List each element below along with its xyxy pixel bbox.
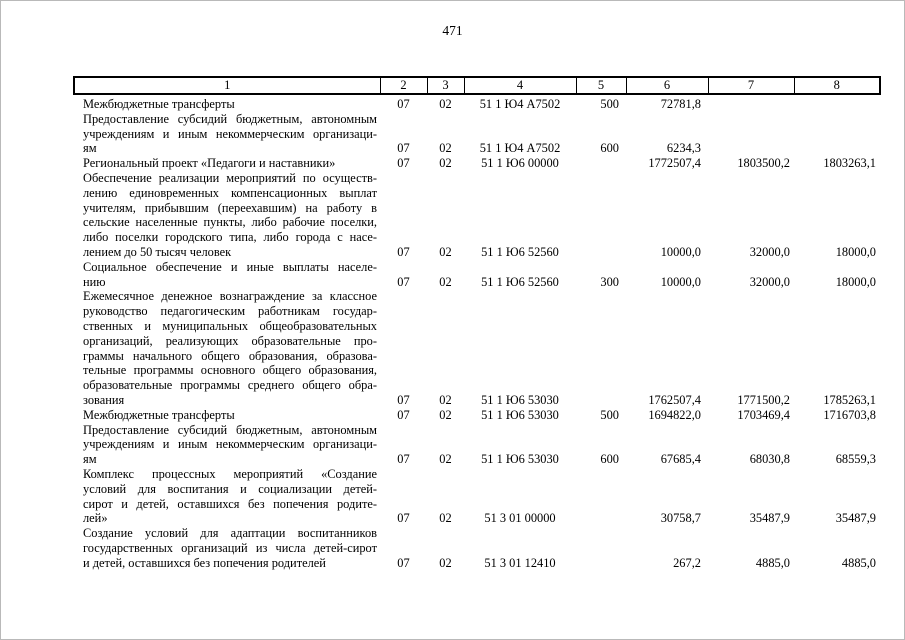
column-header: 7 [708, 77, 794, 94]
row-label-line: Межбюджетные трансферты [83, 407, 235, 422]
row-label-line: Создание условий для адаптации воспитанников [83, 526, 377, 541]
row-label-line: Региональный проект «Педагоги и наставники» [83, 156, 336, 171]
cell-amount-3: 1785263,1 [823, 392, 876, 407]
table-row [74, 94, 880, 112]
row-label-line: сирот и детей, оставшихся без попечения родите- [83, 496, 377, 511]
cell-section: 07 [397, 452, 410, 467]
row-label-line: Комплекс процессных мероприятий «Создание [83, 466, 377, 481]
cell-amount-3: 18000,0 [835, 274, 876, 289]
cell-amount-2: 35487,9 [749, 511, 790, 526]
cell-amount-2: 4885,0 [755, 555, 790, 570]
cell-target-article: 51 1 Ю6 00000 [481, 156, 559, 171]
cell-section: 07 [397, 141, 410, 156]
cell-amount-2: 1771500,2 [737, 392, 790, 407]
cell-subsection: 02 [439, 244, 452, 259]
cell-subsection: 02 [439, 392, 452, 407]
cell-target-article: 51 3 01 12410 [484, 555, 556, 570]
cell-amount-3 [794, 94, 880, 112]
cell-amount-1: 6234,3 [666, 141, 701, 156]
cell-expense-type [576, 467, 626, 526]
row-label-line: Социальное обеспечение и иные выплаты населе- [83, 259, 377, 274]
row-label-line: учителям, прибывшим (переехавшим) на работу в [83, 200, 377, 215]
cell-section: 07 [397, 407, 410, 422]
table-row [74, 171, 880, 260]
cell-amount-1: 1772507,4 [648, 156, 701, 171]
row-label-line: ям [83, 141, 97, 156]
cell-amount-3: 1803263,1 [823, 156, 876, 171]
table-row [74, 408, 880, 423]
cell-section: 07 [397, 156, 410, 171]
cell-amount-2: 1803500,2 [737, 156, 790, 171]
row-label-line: ственных и муниципальных общеобразовательных [83, 318, 377, 333]
row-label-line: Предоставление субсидий бюджетным, автономным [83, 111, 377, 126]
row-label-line: лением до 50 тысяч человек [83, 244, 232, 259]
row-label-line: организаций, реализующих образовательные про- [83, 333, 377, 348]
row-label [74, 260, 380, 290]
budget-table [73, 76, 881, 571]
row-label-line: Предоставление субсидий бюджетным, автономным [83, 422, 377, 437]
row-label-line: нию [83, 274, 106, 289]
row-label [74, 156, 380, 171]
row-label [74, 289, 380, 407]
cell-target-article: 51 1 Ю4 А7502 [479, 141, 561, 156]
cell-target-article: 51 1 Ю6 53030 [481, 452, 559, 467]
cell-amount-2 [708, 94, 794, 112]
table-body [74, 94, 880, 571]
column-header: 4 [464, 77, 576, 94]
cell-expense-type [576, 171, 626, 260]
table-row [74, 289, 880, 407]
row-label-line: тельные программы основного общего образования, [83, 363, 377, 378]
page-number: 471 [442, 23, 463, 38]
table-row [74, 526, 880, 570]
row-label-line: граммы начального общего образования, образова- [83, 348, 377, 363]
row-label-line: учреждениям и иным некоммерческим организаци- [83, 437, 377, 452]
cell-expense-type: 300 [600, 274, 619, 289]
cell-subsection: 02 [439, 452, 452, 467]
cell-amount-2: 1703469,4 [737, 407, 790, 422]
cell-target-article: 51 1 Ю4 А7502 [479, 97, 561, 111]
cell-subsection: 02 [439, 274, 452, 289]
row-label-line: Ежемесячное денежное вознаграждение за классное [83, 289, 377, 304]
cell-amount-3: 18000,0 [835, 244, 876, 259]
row-label [74, 526, 380, 570]
cell-amount-1: 1694822,0 [648, 407, 701, 422]
table-row [74, 112, 880, 156]
cell-amount-1: 10000,0 [660, 244, 701, 259]
cell-amount-1: 30758,7 [660, 511, 701, 526]
row-label-line: образовательные программы среднего общего обра- [83, 378, 377, 393]
cell-expense-type [576, 156, 626, 171]
column-header: 1 [74, 77, 380, 94]
cell-expense-type: 600 [600, 452, 619, 467]
row-label-line: зования [83, 392, 125, 407]
column-header: 8 [794, 77, 880, 94]
row-label-line: сельские населенные пункты, либо рабочие поселки, [83, 215, 377, 230]
cell-section: 07 [397, 555, 410, 570]
cell-subsection: 02 [439, 141, 452, 156]
row-label-line: и детей, оставшихся без попечения родителей [83, 555, 326, 570]
table-row [74, 423, 880, 467]
cell-amount-3 [794, 112, 880, 156]
cell-target-article: 51 1 Ю6 52560 [481, 274, 559, 289]
cell-target-article: 51 3 01 00000 [484, 511, 556, 526]
row-label-line: либо поселки городского типа, либо города с насе- [83, 230, 377, 245]
row-label [74, 94, 380, 112]
cell-amount-3: 4885,0 [841, 555, 876, 570]
row-label-line: учреждениям и иным некоммерческим организаци- [83, 126, 377, 141]
row-label-line: лению единовременных компенсационных выплат [83, 185, 377, 200]
table-row [74, 467, 880, 526]
cell-target-article: 51 1 Ю6 53030 [481, 392, 559, 407]
cell-amount-1: 267,2 [673, 555, 701, 570]
cell-expense-type [576, 289, 626, 407]
table-header [74, 77, 880, 94]
row-label-line: условий для воспитания и социализации детей- [83, 481, 377, 496]
row-label [74, 112, 380, 156]
cell-expense-type: 500 [600, 97, 619, 111]
column-header: 2 [380, 77, 427, 94]
cell-section: 07 [397, 244, 410, 259]
cell-section: 07 [397, 392, 410, 407]
cell-expense-type: 600 [600, 141, 619, 156]
row-label [74, 408, 380, 423]
cell-amount-1: 67685,4 [660, 452, 701, 467]
row-label-line: лей» [83, 511, 108, 526]
cell-subsection: 02 [439, 555, 452, 570]
row-label-line: Обеспечение реализации мероприятий по осуществ- [83, 170, 377, 185]
cell-amount-2 [708, 112, 794, 156]
column-header: 5 [576, 77, 626, 94]
cell-amount-3: 68559,3 [835, 452, 876, 467]
row-label [74, 171, 380, 260]
header-row [74, 77, 880, 94]
cell-target-article: 51 1 Ю6 53030 [481, 407, 559, 422]
cell-section: 07 [397, 274, 410, 289]
table-row [74, 260, 880, 290]
row-label-line: Межбюджетные трансферты [83, 97, 235, 111]
cell-amount-1: 72781,8 [660, 97, 701, 111]
cell-amount-1: 10000,0 [660, 274, 701, 289]
cell-amount-3: 1716703,8 [823, 407, 876, 422]
cell-expense-type [576, 526, 626, 570]
row-label-line: руководство педагогическим работникам государ- [83, 304, 377, 319]
cell-subsection: 02 [439, 97, 452, 111]
column-header: 6 [626, 77, 708, 94]
cell-amount-2: 68030,8 [749, 452, 790, 467]
cell-subsection: 02 [439, 156, 452, 171]
cell-amount-1: 1762507,4 [648, 392, 701, 407]
cell-subsection: 02 [439, 407, 452, 422]
cell-amount-2: 32000,0 [749, 274, 790, 289]
row-label-line: государственных организаций из числа детей-сирот [83, 540, 377, 555]
row-label [74, 467, 380, 526]
cell-amount-3: 35487,9 [835, 511, 876, 526]
table-row [74, 156, 880, 171]
cell-target-article: 51 1 Ю6 52560 [481, 244, 559, 259]
column-header: 3 [427, 77, 464, 94]
cell-section: 07 [397, 97, 410, 111]
row-label-line: ям [83, 452, 97, 467]
cell-section: 07 [397, 511, 410, 526]
cell-subsection: 02 [439, 511, 452, 526]
cell-amount-2: 32000,0 [749, 244, 790, 259]
cell-expense-type: 500 [600, 407, 619, 422]
row-label [74, 423, 380, 467]
